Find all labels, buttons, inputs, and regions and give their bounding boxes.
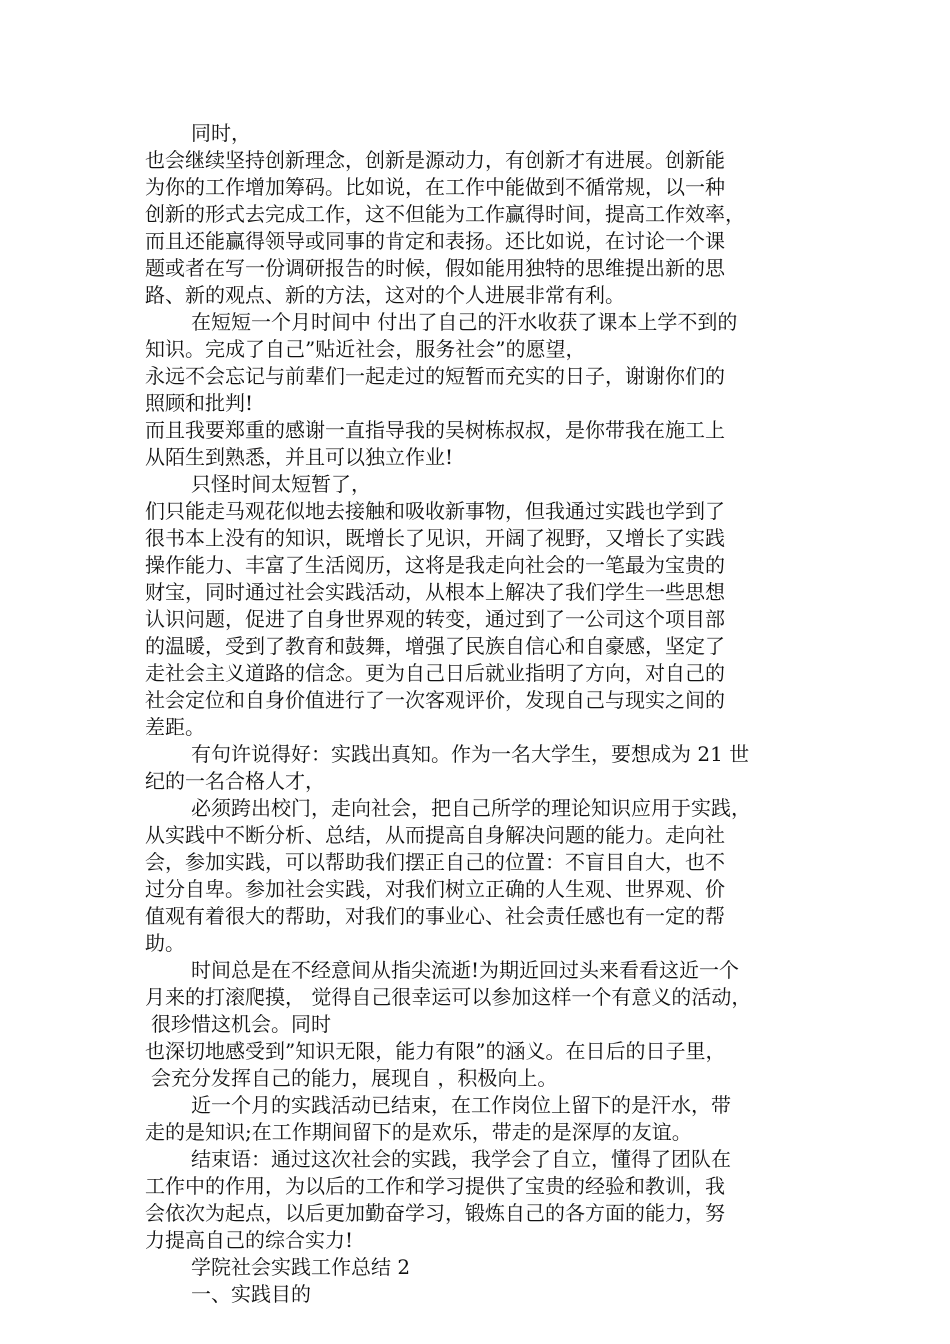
text-line: 近一个月的实践活动已结束，在工作岗位上留下的是汗水，带	[191, 1093, 731, 1117]
text-line: 会依次为起点，以后更加勤奋学习，锻炼自己的各方面的能力，努	[145, 1201, 725, 1225]
text-line: 很书本上没有的知识，既增长了见识，开阔了视野，又增长了实践	[145, 526, 725, 550]
text-line: 必须跨出校门，走向社会，把自己所学的理论知识应用于实践，	[191, 796, 751, 820]
text-line: 学院社会实践工作总结 2	[191, 1255, 411, 1279]
text-line: 走社会主义道路的信念。更为自己日后就业指明了方向，对自己的	[145, 661, 725, 685]
text-line: 结束语：通过这次社会的实践，我学会了自立，懂得了团队在	[191, 1147, 731, 1171]
text-line: 财宝，同时通过社会实践活动，从根本上解决了我们学生一些思想	[145, 580, 725, 604]
text-line: 而且我要郑重的感谢一直指导我的吴树栋叔叔，是你带我在施工上	[145, 418, 725, 442]
text-line: 的温暖，受到了教育和鼓舞，增强了民族自信心和自豪感，坚定了	[145, 634, 725, 658]
text-line: 会，参加实践，可以帮助我们摆正自己的位置：不盲目自大，也不	[145, 850, 725, 874]
text-line: 很珍惜这机会。同时	[151, 1012, 331, 1036]
text-line: 值观有着很大的帮助，对我们的事业心、社会责任感也有一定的帮	[145, 904, 725, 928]
text-line: 们只能走马观花似地去接触和吸收新事物，但我通过实践也学到了	[145, 499, 725, 523]
text-line: 路、新的观点、新的方法，这对的个人进展非常有利。	[145, 283, 625, 307]
text-line: 创新的形式去完成工作，这不但能为工作赢得时间，提高工作效率，	[145, 202, 745, 226]
text-line: 从陌生到熟悉，并且可以独立作业!	[145, 445, 454, 469]
text-line: 知识。完成了自己”贴近社会，服务社会”的愿望，	[145, 337, 586, 361]
text-line: 力提高自己的综合实力!	[145, 1228, 354, 1252]
text-line: 从实践中不断分析、总结，从而提高自身解决问题的能力。走向社	[145, 823, 725, 847]
text-line: 在短短一个月时间中 付出了自己的汗水收获了课本上学不到的	[191, 310, 738, 334]
text-line: 操作能力、丰富了生活阅历，这将是我走向社会的一笔最为宝贵的	[145, 553, 725, 577]
text-line: 差距。	[145, 715, 205, 739]
text-line: 有句许说得好：实践出真知。作为一名大学生，要想成为 21 世	[191, 742, 750, 766]
text-line: 时间总是在不经意间从指尖流逝!为期近回过头来看看这近一个	[191, 958, 740, 982]
text-line: 工作中的作用，为以后的工作和学习提供了宝贵的经验和教训，我	[145, 1174, 725, 1198]
text-line: 照顾和批判!	[145, 391, 254, 415]
text-line: 过分自卑。参加社会实践，对我们树立正确的人生观、世界观、价	[145, 877, 725, 901]
text-line: 只怪时间太短暂了，	[191, 472, 371, 496]
text-line: 题或者在写一份调研报告的时候，假如能用独特的思维提出新的思	[145, 256, 725, 280]
text-line: 同时，	[191, 121, 251, 145]
document-body	[145, 120, 825, 1308]
text-line: 也会继续坚持创新理念，创新是源动力，有创新才有进展。创新能	[145, 148, 725, 172]
text-line: 月来的打滚爬摸， 觉得自己很幸运可以参加这样一个有意义的活动，	[145, 985, 752, 1009]
text-line: 纪的一名合格人才，	[145, 769, 325, 793]
text-line: 也深切地感受到”知识无限，能力有限”的涵义。在日后的日子里，	[145, 1039, 726, 1063]
text-line: 认识问题，促进了自身世界观的转变，通过到了一公司这个项目部	[145, 607, 725, 631]
text-line: 而且还能赢得领导或同事的肯定和表扬。还比如说，在讨论一个课	[145, 229, 725, 253]
text-line: 助。	[145, 931, 185, 955]
text-line: 走的是知识;在工作期间留下的是欢乐，带走的是深厚的友谊。	[145, 1120, 692, 1144]
text-line: 一、实践目的	[191, 1282, 311, 1306]
text-line: 为你的工作增加筹码。比如说，在工作中能做到不循常规，以一种	[145, 175, 725, 199]
text-line: 社会定位和自身价值进行了一次客观评价，发现自己与现实之间的	[145, 688, 725, 712]
text-line: 永远不会忘记与前辈们一起走过的短暂而充实的日子，谢谢你们的	[145, 364, 725, 388]
text-line: 会充分发挥自己的能力，展现自 ，积极向上。	[151, 1066, 558, 1090]
